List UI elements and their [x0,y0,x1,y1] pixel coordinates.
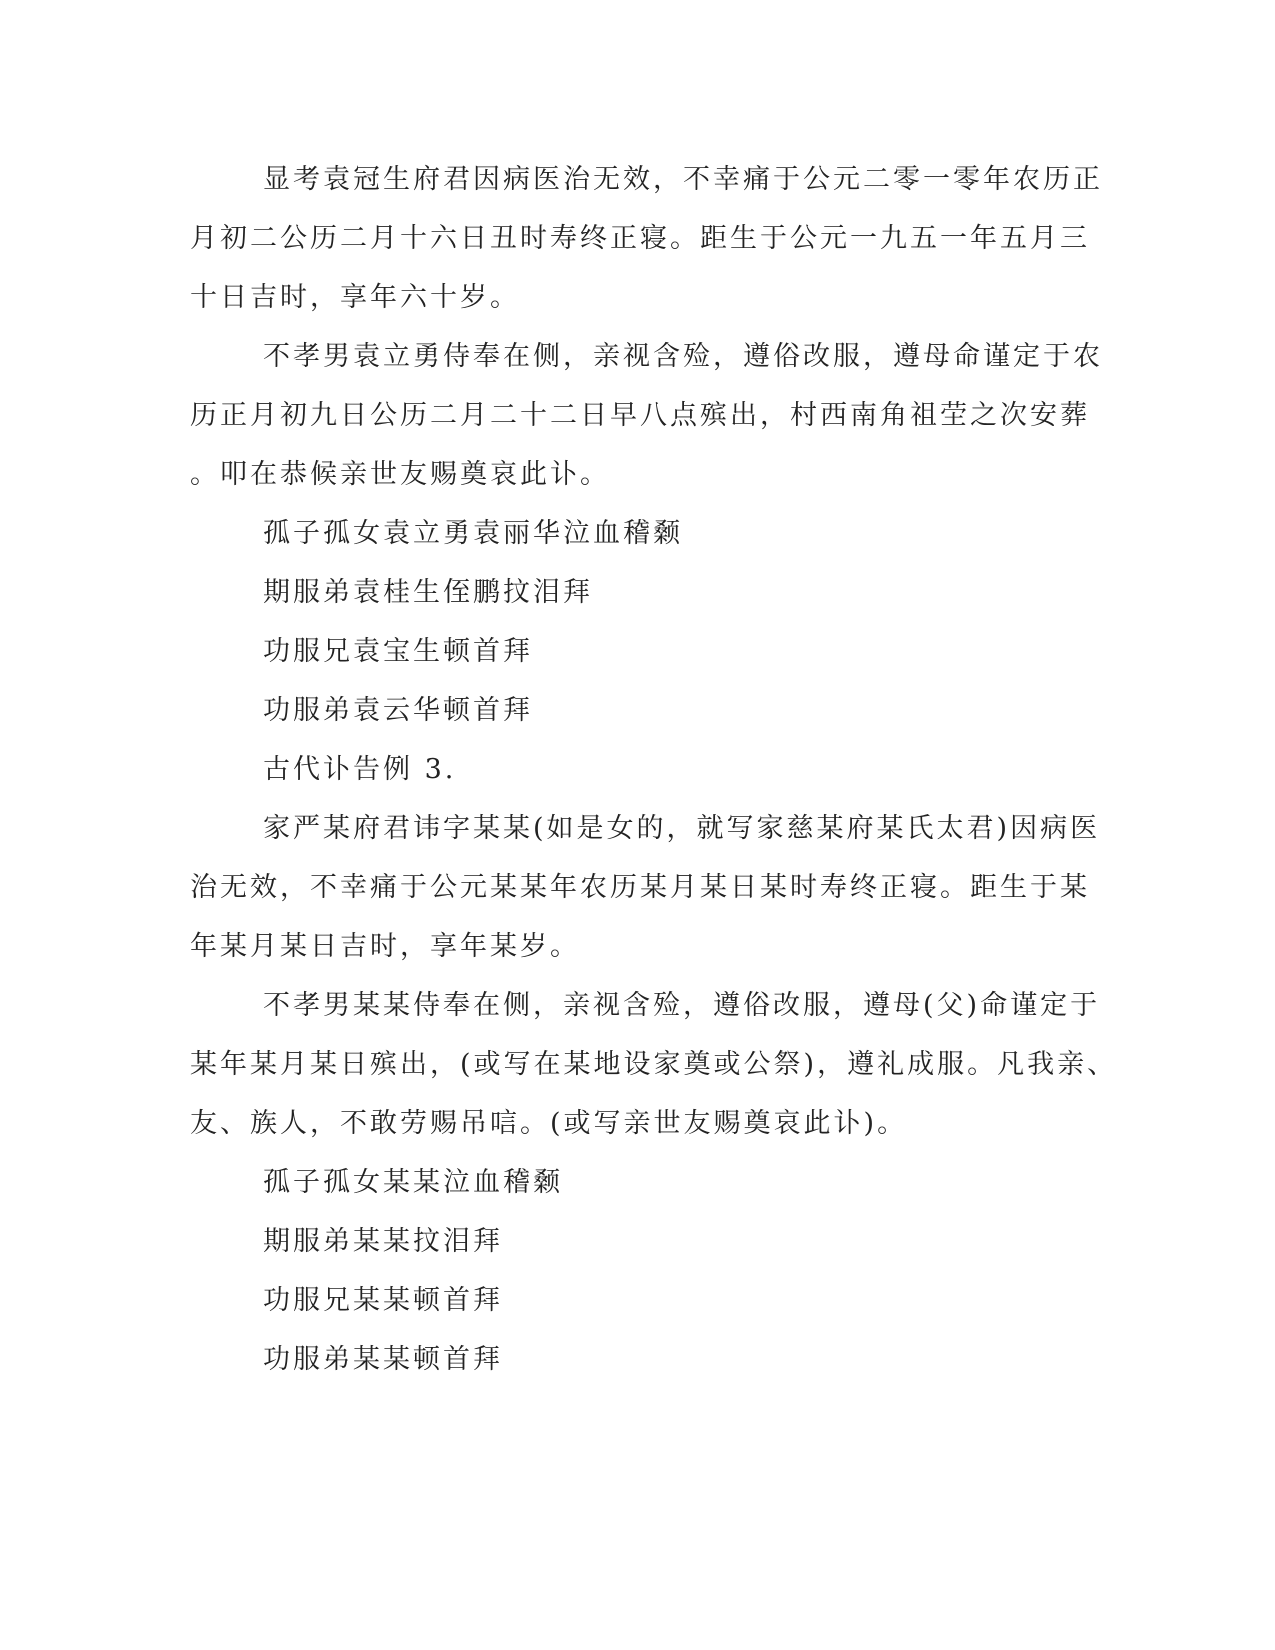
signature-line-3: 功服兄袁宝生顿首拜 [263,636,533,667]
template-signature-line-1: 孤子孤女某某泣血稽颡 [263,1167,563,1198]
paragraph-2-line-3: 。叩在恭候亲世友赐奠哀此讣。 [190,459,610,490]
signature-line-4: 功服弟袁云华顿首拜 [263,695,533,726]
template-signature-line-3: 功服兄某某顿首拜 [263,1285,503,1316]
template-signature-line-2: 期服弟某某抆泪拜 [263,1226,503,1257]
signature-line-1: 孤子孤女袁立勇袁丽华泣血稽颡 [263,518,683,549]
section-heading: 古代讣告例 3. [263,754,457,785]
paragraph-1-line-2: 月初二公历二月十六日丑时寿终正寝。距生于公元一九五一年五月三 [190,223,1090,254]
paragraph-4-line-3: 友、族人，不敢劳赐吊唁。(或写亲世友赐奠哀此讣)。 [190,1108,908,1139]
signature-line-2: 期服弟袁桂生侄鹏抆泪拜 [263,577,593,608]
paragraph-3-line-2: 治无效，不幸痛于公元某某年农历某月某日某时寿终正寝。距生于某 [190,872,1090,903]
paragraph-2-line-2: 历正月初九日公历二月二十二日早八点殡出，村西南角祖茔之次安葬 [190,400,1090,431]
paragraph-3-line-1: 家严某府君讳字某某(如是女的，就写家慈某府某氏太君)因病医 [263,813,1101,844]
paragraph-4-line-1: 不孝男某某侍奉在侧，亲视含殓，遵俗改服，遵母(父)命谨定于 [263,990,1101,1021]
paragraph-1-line-1: 显考袁冠生府君因病医治无效，不幸痛于公元二零一零年农历正 [263,164,1103,195]
paragraph-3-line-3: 年某月某日吉时，享年某岁。 [190,931,580,962]
paragraph-4-line-2: 某年某月某日殡出，(或写在某地设家奠或公祭)，遵礼成服。凡我亲、 [190,1049,1118,1080]
paragraph-2-line-1: 不孝男袁立勇侍奉在侧，亲视含殓，遵俗改服，遵母命谨定于农 [263,341,1103,372]
template-signature-line-4: 功服弟某某顿首拜 [263,1344,503,1375]
paragraph-1-line-3: 十日吉时，享年六十岁。 [190,282,520,313]
